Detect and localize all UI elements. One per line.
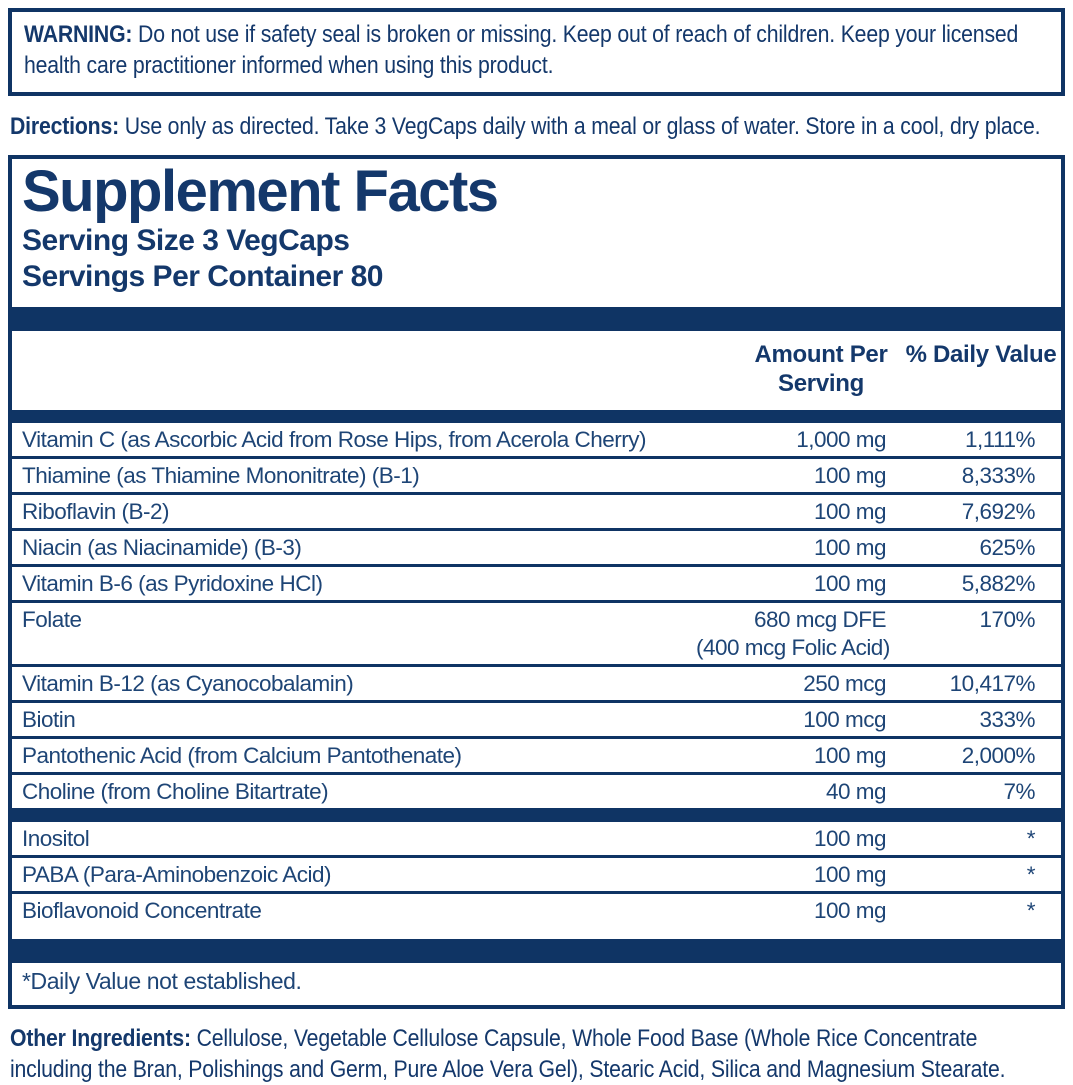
table-row [12, 423, 1061, 459]
nutrient-name: Choline (from Choline Bitartrate) [22, 779, 329, 804]
panel-title: Supplement Facts [22, 159, 498, 224]
nutrient-amount-value: 100 mg [813, 826, 886, 851]
nutrient-amount [696, 862, 886, 888]
directions [10, 111, 1063, 142]
nutrient-name: Thiamine (as Thiamine Mononitrate) (B-1) [22, 463, 420, 488]
nutrient-amount [696, 499, 886, 525]
nutrient-name: Vitamin B-12 (as Cyanocobalamin) [22, 671, 354, 696]
spacer-cell [12, 340, 741, 398]
table-column-headers [12, 331, 1061, 410]
directions-text [10, 111, 1063, 142]
supplement-facts-header [12, 159, 1061, 307]
nutrient-amount-value: 100 mg [813, 898, 886, 923]
nutrient-daily-value: 7,692% [961, 499, 1035, 524]
nutrient-amount-value: 100 mcg [803, 707, 886, 732]
serving-size: Serving Size 3 VegCaps [22, 224, 350, 257]
warning-text [24, 19, 1049, 81]
nutrient-daily-value: * [1026, 898, 1035, 923]
nutrient-amount-value: 1,000 mg [796, 427, 886, 452]
nutrient-amount-value: 100 mg [813, 535, 886, 560]
nutrient-daily-value: * [1026, 862, 1035, 887]
nutrient-name: Niacin (as Niacinamide) (B-3) [22, 535, 302, 560]
nutrient-amount-sub: (400 mcg Folic Acid) [696, 635, 890, 660]
nutrient-amount [696, 571, 886, 597]
nutrient-amount [696, 779, 886, 805]
nutrient-amount [696, 427, 886, 453]
nutrient-daily-value: 10,417% [949, 671, 1035, 696]
nutrient-amount-value: 40 mg [825, 779, 886, 804]
directions-label: Directions: [10, 113, 119, 140]
nutrient-daily-value: 7% [1003, 779, 1035, 804]
nutrient-amount-value: 100 mg [813, 862, 886, 887]
nutrient-amount-value: 100 mg [813, 571, 886, 596]
servings-per-container: Servings Per Container 80 [22, 260, 383, 293]
supplement-facts-panel [8, 155, 1065, 1009]
divider-bar-top [12, 307, 1061, 331]
nutrient-daily-value: 333% [979, 707, 1035, 732]
divider-bar-bottom [12, 939, 1061, 963]
table-row [12, 894, 1061, 927]
warning-box [8, 8, 1065, 96]
nutrient-daily-value: 625% [979, 535, 1035, 560]
nutrient-amount [696, 463, 886, 489]
nutrient-amount [696, 607, 890, 661]
column-header-amount: Amount Per Serving [754, 341, 888, 397]
warning-label: WARNING: [24, 21, 133, 48]
nutrient-amount-value: 100 mg [813, 499, 886, 524]
nutrient-daily-value: 5,882% [961, 571, 1035, 596]
nutrient-amount [696, 535, 886, 561]
table-row [12, 531, 1061, 567]
column-header-daily-value: % Daily Value [905, 341, 1057, 368]
nutrient-name: Inositol [22, 826, 90, 851]
table-row [12, 822, 1061, 858]
table-row [12, 603, 1061, 667]
divider-bar-under-headers [12, 410, 1061, 423]
nutrient-daily-value: 2,000% [961, 743, 1035, 768]
nutrient-daily-value: 170% [979, 607, 1035, 632]
table-row [12, 667, 1061, 703]
divider-bar-middle [12, 808, 1061, 822]
nutrient-amount-value: 680 mcg DFE [753, 607, 886, 632]
directions-body: Use only as directed. Take 3 VegCaps daily with a meal or glass of water. Store in a cool, dry place. [118, 113, 1041, 140]
nutrient-name: Folate [22, 607, 82, 632]
table-row [12, 495, 1061, 531]
table-row [12, 567, 1061, 603]
other-ingredients-body: Cellulose, Vegetable Cellulose Capsule, Whole Food Base (Whole Rice Concentrate including the Bran, Polishings and Germ, Pure Aloe Vera Gel), Stearic Acid, Silica and Magnesium Stearate. [10, 1025, 1006, 1083]
nutrient-amount [696, 898, 886, 924]
nutrient-amount [696, 671, 886, 697]
nutrient-daily-value: 8,333% [961, 463, 1035, 488]
nutrient-amount-value: 100 mg [813, 743, 886, 768]
table-row [12, 858, 1061, 894]
nutrient-name: Vitamin C (as Ascorbic Acid from Rose Hips, from Acerola Cherry) [22, 427, 647, 452]
warning-body: Do not use if safety seal is broken or missing. Keep out of reach of children. Keep your licensed health care practitioner informed when using this product. [24, 21, 1019, 79]
nutrient-amount-value: 100 mg [813, 463, 886, 488]
table-row [12, 739, 1061, 775]
other-ingredients-text [10, 1023, 1063, 1085]
nutrient-name: Riboflavin (B-2) [22, 499, 170, 524]
nutrient-table-no-dv [12, 822, 1061, 927]
nutrient-amount [696, 743, 886, 769]
table-row [12, 775, 1061, 808]
nutrient-table-main [12, 423, 1061, 808]
nutrient-amount-value: 250 mcg [803, 671, 886, 696]
other-ingredients-label: Other Ingredients: [10, 1025, 191, 1052]
nutrient-daily-value: 1,111% [965, 427, 1035, 452]
table-row [12, 459, 1061, 495]
nutrient-name: Vitamin B-6 (as Pyridoxine HCl) [22, 571, 323, 596]
table-row [12, 703, 1061, 739]
nutrient-name: Pantothenic Acid (from Calcium Pantothenate) [22, 743, 462, 768]
nutrient-daily-value: * [1026, 826, 1035, 851]
daily-value-footnote: *Daily Value not established. [22, 968, 302, 994]
nutrient-name: Bioflavonoid Concentrate [22, 898, 262, 923]
nutrient-name: PABA (Para-Aminobenzoic Acid) [22, 862, 331, 887]
nutrient-amount [696, 707, 886, 733]
nutrient-amount [696, 826, 886, 852]
other-ingredients [10, 1023, 1063, 1085]
nutrient-name: Biotin [22, 707, 76, 732]
